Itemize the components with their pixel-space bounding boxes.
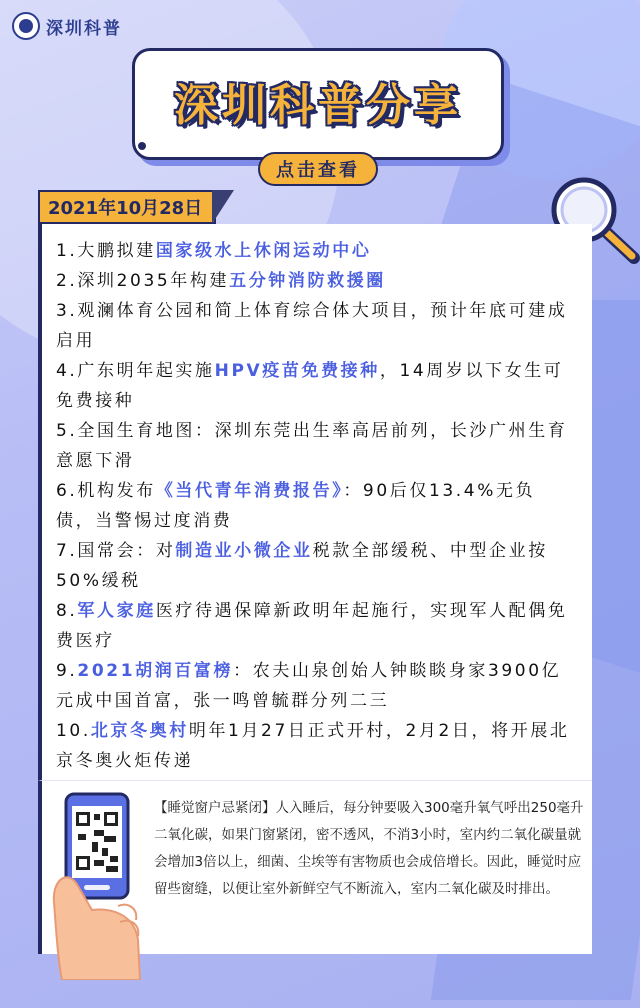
phone-qr-icon xyxy=(48,790,148,980)
news-item: 7.国常会：对制造业小微企业税款全部缓税、中型企业按50%缓税 xyxy=(56,541,548,591)
news-item: 8.军人家庭医疗待遇保障新政明年起施行，实现军人配偶免费医疗 xyxy=(56,601,568,651)
news-item: 4.广东明年起实施HPV疫苗免费接种，14周岁以下女生可免费接种 xyxy=(56,361,564,411)
news-item: 10.北京冬奥村明年1月27日正式开村，2月2日，将开展北京冬奥火炬传递 xyxy=(56,721,570,771)
view-button[interactable]: 点击查看 xyxy=(258,152,378,186)
news-panel xyxy=(38,224,592,780)
date-label: 2021年10月28日 xyxy=(38,190,216,224)
news-item: 9.2021胡润百富榜：农夫山泉创始人钟睒睒身家3900亿元成中国首富，张一鸣曾毓群分列二三 xyxy=(56,661,562,711)
news-item: 2.深圳2035年构建五分钟消防救援圈 xyxy=(56,271,386,291)
title-decoration xyxy=(138,142,146,150)
logo-text: 深圳科普 xyxy=(46,18,122,39)
page-title: 深圳科普分享 xyxy=(174,80,462,131)
news-item: 5.全国生育地图：深圳东莞出生率高居前列，长沙广州生育意愿下滑 xyxy=(56,421,568,471)
tip-text: 【睡觉窗户忌紧闭】人入睡后，每分钟要吸入300毫升氧气呼出250毫升二氧化碳，如果门窗紧闭，密不透风，不消3小时，室内约二氧化碳量就会增加3倍以上，细菌、尘埃等有害物质也会成倍增长。因此，睡觉时应留些窗缝，以便让室外新鲜空气不断流入，室内二氧化碳及时排出。 xyxy=(154,800,584,897)
brand-logo xyxy=(12,12,122,40)
news-item: 6.机构发布《当代青年消费报告》：90后仅13.4%无负债，当警惕过度消费 xyxy=(56,481,536,531)
news-item: 3.观澜体育公园和简上体育综合体大项目，预计年底可建成启用 xyxy=(56,301,568,351)
news-item: 1.大鹏拟建国家级水上休闲运动中心 xyxy=(56,241,372,261)
logo-emblem-icon xyxy=(12,12,40,40)
date-tab-tail xyxy=(212,190,234,224)
news-list xyxy=(42,224,592,776)
title-banner xyxy=(132,48,504,160)
